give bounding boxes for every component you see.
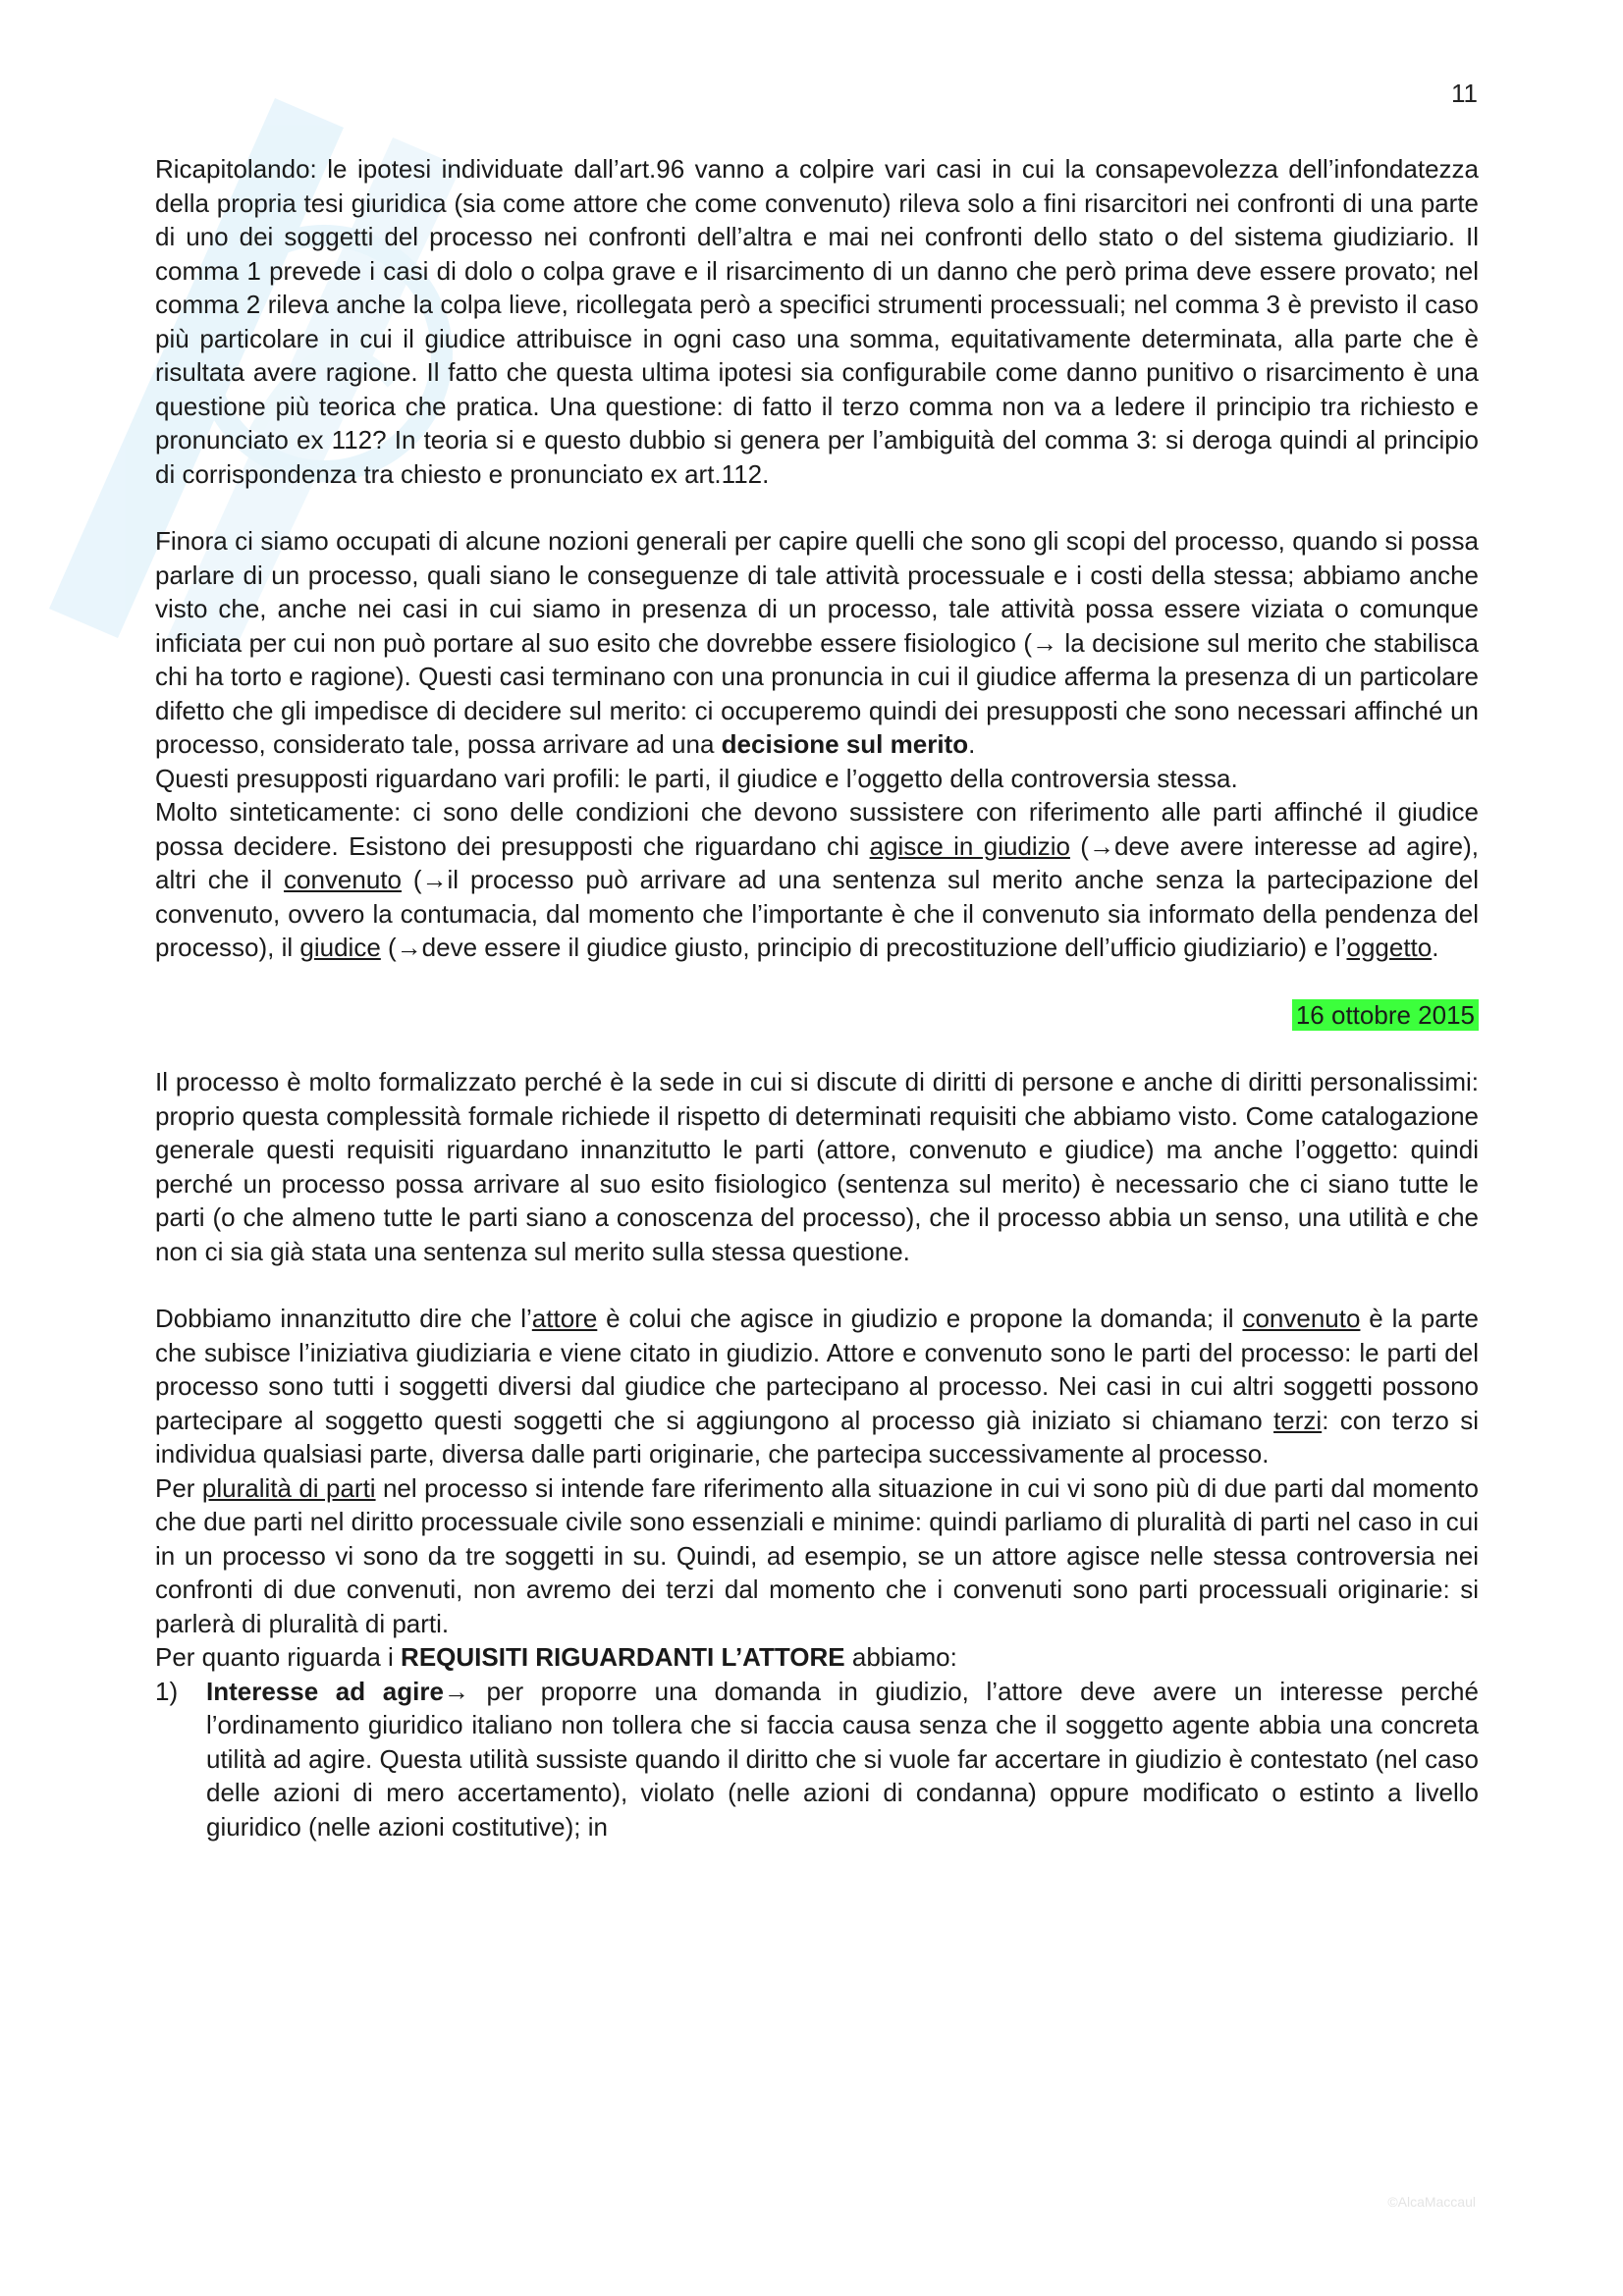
underlined-term: convenuto xyxy=(284,865,402,894)
underlined-term: giudice xyxy=(299,933,381,962)
list-item xyxy=(155,1675,1479,1844)
underlined-term: terzi xyxy=(1273,1405,1323,1435)
paragraph-overview xyxy=(155,524,1479,762)
requirements-list xyxy=(155,1675,1479,1844)
text-run: Finora ci siamo occupati di alcune nozioni generali per capire quelli che sono gli scopi del processo, quando si possa parlare di un processo, quali siano le conseguenze di tale attività processuale e i costi della stessa; abbiamo anche visto che, anche nei casi in cui siamo in presenza di un processo, tale attività possa essere viziata o comunque inficiata per cui non può portare al suo esito che dovrebbe essere fisiologico (→ la decisione sul merito che stabilisca chi ha torto e ragione). Questi casi terminano con una pronuncia in cui il giudice afferma la presenza di un particolare difetto che gli impedisce di decidere sul merito: ci occuperemo quindi dei presupposti che sono necessari affinché un processo, considerato tale, possa arrivare ad una xyxy=(155,526,1479,759)
text-run: è colui che agisce in giudizio e propone la domanda; il xyxy=(597,1304,1243,1333)
text-run: (→deve avere interesse ad agire), altri che il xyxy=(155,830,1479,894)
text-run: Per quanto riguarda i xyxy=(155,1642,402,1672)
text-run: . xyxy=(968,729,976,759)
underlined-term: agisce in giudizio xyxy=(869,830,1070,861)
page-number: 11 xyxy=(1451,79,1478,108)
list-item-number: 1) xyxy=(155,1676,179,1706)
paragraph-conditions xyxy=(155,795,1479,965)
underlined-term: oggetto xyxy=(1346,933,1433,962)
text-run: nel processo si intende fare riferimento alla situazione in cui vi sono più di due parti dal momento che due parti nel diritto processuale civile sono essenziali e minime: quindi parliamo di pluralità di parti nel caso in cui in un processo vi sono da tre soggetti in su. Quindi, ad esempio, se un attore agisce nelle stessa controversia nei confronti di due convenuti, non avremo dei terzi dal momento che i convenuti sono parti processuali originarie: si parlerà di pluralità di parti. xyxy=(155,1472,1479,1638)
list-item-text xyxy=(206,1677,1479,1842)
paragraph-parties xyxy=(155,1302,1479,1471)
text-run: Questi presupposti riguardano vari profili: le parti, il giudice e l’oggetto della controversia stessa. xyxy=(155,763,1238,793)
text-run: : con terzo si individua qualsiasi parte, diversa dalle parti originarie, che partecipa successivamente al processo. xyxy=(155,1405,1479,1468)
text-run: Il processo è molto formalizzato perché è la sede in cui si discute di diritti di persone e anche di diritti personalissimi: proprio questa complessità formale richiede il rispetto di determinati requisiti che abbiamo visto. Come catalogazione generale questi requisiti riguardano innanzitutto le parti (attore, convenuto e giudice) ma anche l’oggetto: quindi perché un processo possa arrivare al suo esito fisiologico (sentenza sul merito) è necessario che ci siano tutte le parti (o che almeno tutte le parti siano a conoscenza del processo), che il processo abbia un senso, una utilità e che non ci sia già stata una sentenza sul merito sulla stessa questione. xyxy=(155,1067,1479,1266)
text-run: (→deve essere il giudice giusto, principio di precostituzione dell’ufficio giudiziario) e l’ xyxy=(380,933,1347,962)
footer-watermark: ©AlcaMaccaul xyxy=(1387,2194,1476,2210)
requirements-heading xyxy=(155,1640,1479,1675)
underlined-term: pluralità di parti xyxy=(201,1472,376,1503)
paragraph-profiles xyxy=(155,762,1479,796)
paragraph-formalization xyxy=(155,1065,1479,1268)
paragraph-recap xyxy=(155,152,1479,491)
bold-text: Interesse ad agire xyxy=(206,1676,444,1706)
underlined-term: convenuto xyxy=(1242,1304,1361,1333)
text-run: abbiamo: xyxy=(844,1642,957,1672)
text-run: Ricapitolando: le ipotesi individuate dall’art.96 vanno a colpire vari casi in cui la consapevolezza dell’infondatezza della propria tesi giuridica (sia come attore che come convenuto) rileva solo a fini risarcitori nei confronti di una parte di uno dei soggetti del processo nei confronti dell’altra e mai nei confronti dello stato o del sistema giudiziario. Il comma 1 prevede i casi di dolo o colpa grave e il risarcimento di un danno che però prima deve essere provato; nel comma 2 rileva anche la colpa lieve, ricollegata però a specifici strumenti processuali; nel comma 3 è previsto il caso più particolare in cui il giudice attribuisce in ogni caso una somma, equitativamente determinata, alla parte che è risultata avere ragione. Il fatto che questa ultima ipotesi sia configurabile come danno punitivo o risarcimento è una questione più teorica che pratica. Una questione: di fatto il terzo comma non va a ledere il principio tra richiesto e pronunciato ex 112? In teoria si e questo dubbio si genera per l’ambiguità del comma 3: si deroga quindi al principio di corrispondenza tra chiesto e pronunciato ex art.112. xyxy=(155,154,1479,489)
text-run: Molto sinteticamente: ci sono delle condizioni che devono sussistere con riferimento alle parti affinché il giudice possa decidere. Esistono dei presupposti che riguardano chi xyxy=(155,797,1479,861)
text-run: Per xyxy=(155,1472,202,1503)
date-badge: 16 ottobre 2015 xyxy=(1292,999,1479,1031)
text-run: Dobbiamo innanzitutto dire che l’ xyxy=(155,1304,532,1333)
underlined-term: attore xyxy=(531,1304,598,1333)
date-row xyxy=(155,998,1479,1033)
bold-text: REQUISITI RIGUARDANTI L’ATTORE xyxy=(401,1642,845,1672)
text-run: è la parte che subisce l’iniziativa giudiziaria e viene citato in giudizio. Attore e convenuto sono le parti del processo: le parti del processo sono tutti i soggetti diversi dal giudice che partecipano al processo. Nei casi in cui altri soggetti possono partecipare al soggetto questi soggetti che si aggiungono al processo già iniziato si chiamano xyxy=(155,1304,1480,1435)
bold-text: decisione sul merito xyxy=(721,729,969,759)
text-run: (→il processo può arrivare ad una sentenza sul merito anche senza la partecipazione del convenuto, ovvero la contumacia, dal momento che l’importante è che il convenuto sia informato della pendenza del processo), il xyxy=(155,865,1479,962)
paragraph-plurality xyxy=(155,1471,1479,1641)
text-run: . xyxy=(1432,933,1439,962)
document-body xyxy=(155,152,1479,1843)
text-run: → per proporre una domanda in giudizio, l’attore deve avere un interesse perché l’ordinamento giuridico italiano non tollera che si faccia causa senza che il soggetto agente abbia una concreta utilità ad agire. Questa utilità sussiste quando il diritto che si vuole far accertare in giudizio è contestato (nel caso delle azioni di mero accertamento), violato (nelle azioni di condanna) oppure modificato o estinto a livello giuridico (nelle azioni costitutive); in xyxy=(206,1676,1479,1842)
